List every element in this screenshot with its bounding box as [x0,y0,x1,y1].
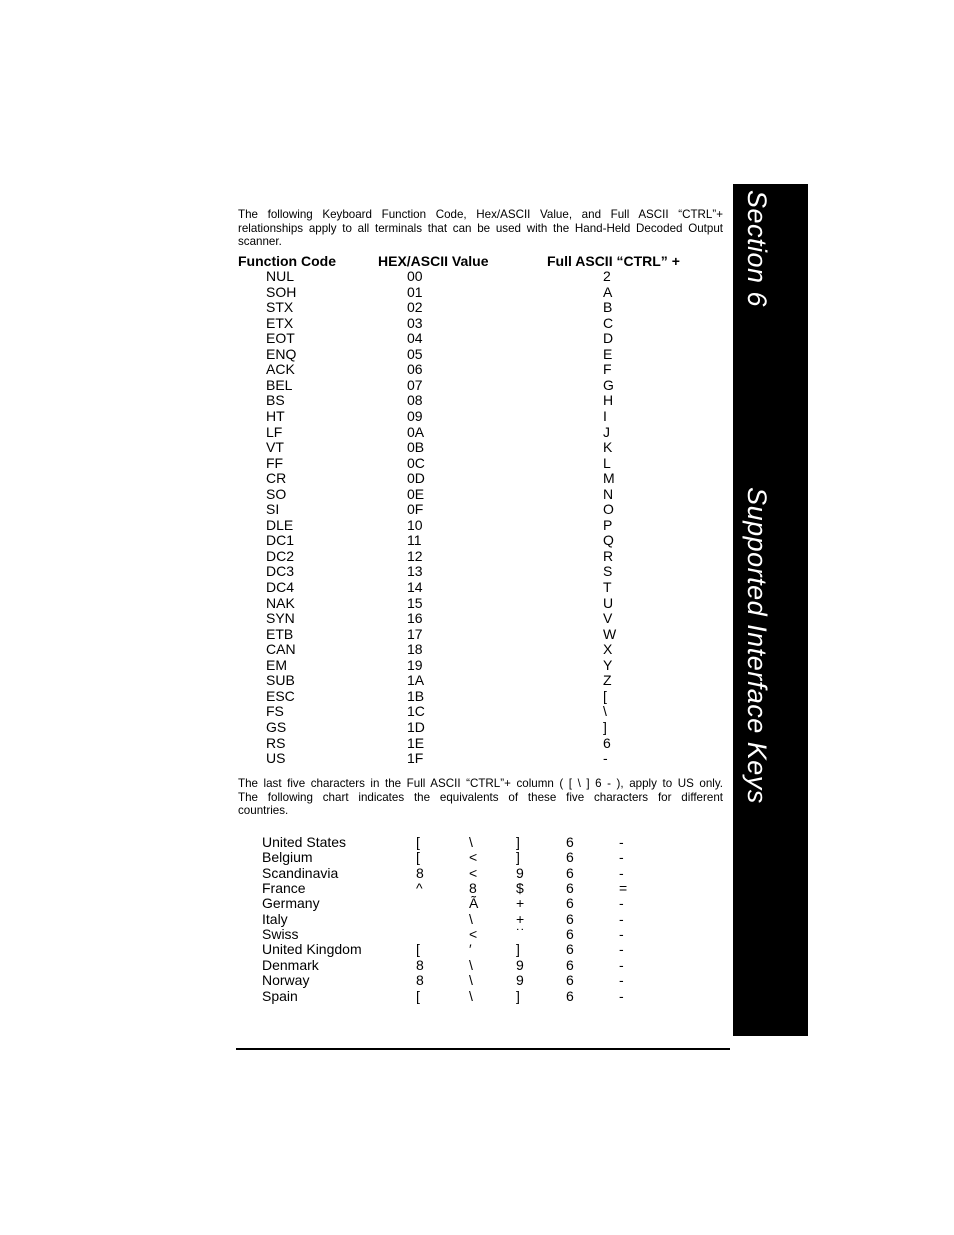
table-row [0,361,730,377]
function-code-cell: ESC [266,687,295,704]
char-dash: - [619,895,624,912]
char-bracket-right: ] [516,834,520,850]
function-code-cell: US [266,750,286,767]
country-name: United States [262,834,347,850]
full-ascii-cell: J [603,423,610,440]
function-code-cell: SOH [266,283,297,300]
country-name: Spain [262,987,298,1004]
char-six: 6 [566,834,574,850]
function-code-cell: STX [266,299,294,316]
table-row [0,299,730,315]
country-name: France [262,880,306,897]
header-full-ascii: Full ASCII “CTRL” + [547,253,680,269]
table-row [0,392,730,408]
country-name: United Kingdom [262,941,362,958]
hex-value-cell: 1E [407,734,425,751]
country-name: Belgium [262,849,313,866]
full-ascii-cell: H [603,392,614,409]
full-ascii-cell: Q [603,532,614,549]
hex-value-cell: 10 [407,516,423,533]
function-code-cell: DLE [266,516,294,533]
char-backslash: \ [469,910,473,927]
full-ascii-cell: U [603,594,614,611]
country-name: Swiss [262,926,299,943]
full-ascii-cell: M [603,470,615,487]
char-backslash: 8 [469,880,477,897]
char-backslash: \ [469,834,473,850]
function-code-cell: ENQ [266,345,297,362]
full-ascii-cell: S [603,563,613,580]
full-ascii-cell: G [603,376,614,393]
table-row [0,470,730,486]
full-ascii-cell: N [603,485,614,502]
char-dash: - [619,864,624,881]
function-code-cell: HT [266,407,285,424]
country-row [0,896,730,911]
hex-value-cell: 1F [407,750,424,767]
char-dash: - [619,926,624,943]
full-ascii-cell: L [603,454,611,471]
hex-value-cell: 0A [407,423,425,440]
hex-value-cell: 0F [407,501,424,518]
char-backslash: < [469,849,478,866]
function-code-cell: SO [266,485,287,502]
function-code-cell: SI [266,501,280,518]
char-dash: - [619,941,624,958]
header-function-code: Function Code [238,253,336,269]
hex-value-cell: 17 [407,625,423,642]
char-bracket-right: 9 [516,956,524,973]
hex-value-cell: 01 [407,283,423,300]
section-sidebar [733,184,808,1036]
country-row [0,866,730,881]
table-row [0,330,730,346]
char-bracket-left: 8 [416,972,424,989]
country-row [0,973,730,988]
char-dash: - [619,956,624,973]
table-row [0,346,730,362]
char-backslash: ′ [469,941,472,958]
table-row [0,424,730,440]
char-backslash: < [469,864,478,881]
char-six: 6 [566,864,574,881]
char-bracket-right: ] [516,987,520,1004]
full-ascii-cell: P [603,516,613,533]
function-code-cell: ETX [266,314,294,331]
full-ascii-cell: C [603,314,614,331]
intro-paragraph [238,208,723,249]
char-bracket-right: ˙˙ [516,926,526,943]
char-six: 6 [566,941,574,958]
char-six: 6 [566,895,574,912]
note-line: The last five characters in the Full ASCII “CTRL”+ column ( [ \ ] 6 - ), apply to US only. [238,777,723,790]
table-row [0,719,730,735]
intro-line: relationships apply to all terminals that can be used with the Hand-Held Decoded Output [238,221,723,235]
char-bracket-right: 9 [516,864,524,881]
function-code-cell: NUL [266,268,295,284]
hex-value-cell: 0B [407,439,425,456]
full-ascii-cell: ] [603,718,607,735]
char-bracket-left: 8 [416,956,424,973]
full-ascii-cell: B [603,299,613,316]
hex-value-cell: 15 [407,594,423,611]
hex-value-cell: 09 [407,407,423,424]
function-code-cell: GS [266,718,287,735]
hex-value-cell: 1A [407,672,425,689]
function-code-cell: SYN [266,610,295,627]
char-bracket-left: ^ [416,880,423,897]
country-name: Scandinavia [262,864,339,881]
hex-value-cell: 12 [407,547,423,564]
char-six: 6 [566,910,574,927]
hex-value-cell: 1D [407,718,425,735]
hex-value-cell: 0C [407,454,425,471]
country-name: Norway [262,972,310,989]
hex-value-cell: 06 [407,361,423,378]
function-code-cell: DC4 [266,579,295,595]
function-code-cell: LF [266,423,283,440]
table-row [0,657,730,673]
table-row [0,284,730,300]
char-six: 6 [566,880,574,897]
hex-value-cell: 04 [407,330,423,347]
full-ascii-cell: W [603,625,617,642]
table-row [0,579,730,595]
table-row [0,455,730,471]
char-six: 6 [566,972,574,989]
full-ascii-cell: T [603,579,612,595]
char-six: 6 [566,926,574,943]
function-code-cell: CAN [266,641,296,658]
char-dash: - [619,972,624,989]
char-dash: = [619,880,628,897]
full-ascii-cell: F [603,361,612,378]
hex-value-cell: 07 [407,376,423,393]
table-row [0,735,730,751]
char-backslash: \ [469,956,473,973]
char-bracket-right: ] [516,941,520,958]
char-bracket-right: + [516,895,525,912]
hex-value-cell: 08 [407,392,423,409]
char-dash: - [619,834,624,850]
char-bracket-left: [ [416,941,420,958]
full-ascii-cell: A [603,283,613,300]
function-code-cell: DC1 [266,532,295,549]
full-ascii-cell: 2 [603,268,611,284]
char-backslash: \ [469,987,473,1004]
table-row [0,641,730,657]
intro-line: The following Keyboard Function Code, Hex/ASCII Value, and Full ASCII “CTRL”+ [238,208,723,221]
char-bracket-right: $ [516,880,524,897]
function-code-cell: ETB [266,625,294,642]
char-backslash: \ [469,972,473,989]
function-code-cell: RS [266,734,286,751]
note-line: countries. [238,804,289,818]
full-ascii-cell: [ [603,687,607,704]
section-title: Supported Interface Keys [742,487,772,804]
country-row [0,942,730,957]
table-row [0,486,730,502]
char-bracket-left: 8 [416,864,424,881]
hex-value-cell: 0D [407,470,425,487]
table-row [0,595,730,611]
char-dash: - [619,849,624,866]
char-six: 6 [566,849,574,866]
table-row [0,268,730,284]
full-ascii-cell: D [603,330,614,347]
char-bracket-right: ] [516,849,520,866]
hex-value-cell: 1B [407,687,425,704]
hex-value-cell: 13 [407,563,423,580]
char-backslash: Ã [469,895,479,912]
section-number: Section 6 [742,190,772,308]
full-ascii-cell: X [603,641,613,658]
function-code-cell: EM [266,656,287,673]
char-bracket-right: + [516,910,525,927]
full-ascii-cell: E [603,345,613,362]
full-ascii-cell: K [603,439,613,456]
function-code-cell: BEL [266,376,293,393]
full-ascii-cell: Y [603,656,613,673]
function-code-cell: BS [266,392,285,409]
hex-value-cell: 11 [407,532,422,549]
hex-value-cell: 1C [407,703,425,720]
table-row [0,501,730,517]
function-code-cell: FF [266,454,284,471]
char-bracket-left: [ [416,834,420,850]
char-six: 6 [566,987,574,1004]
full-ascii-cell: O [603,501,614,518]
table-row [0,532,730,548]
table-row [0,439,730,455]
function-code-cell: CR [266,470,287,487]
hex-value-cell: 14 [407,579,423,595]
char-bracket-left: [ [416,849,420,866]
country-row [0,881,730,896]
full-ascii-cell: \ [603,703,607,720]
hex-value-cell: 16 [407,610,423,627]
function-code-cell: EOT [266,330,295,347]
full-ascii-cell: I [603,407,607,424]
country-row [0,927,730,942]
hex-value-cell: 19 [407,656,423,673]
header-hex-ascii: HEX/ASCII Value [378,253,489,269]
country-row [0,835,730,850]
function-code-cell: NAK [266,594,295,611]
function-code-cell: VT [266,439,284,456]
table-row [0,377,730,393]
hex-value-cell: 03 [407,314,423,331]
intro-line: scanner. [238,235,282,249]
char-six: 6 [566,956,574,973]
table-row [0,563,730,579]
full-ascii-cell: - [603,750,608,767]
sidebar-heading [741,190,772,804]
function-code-cell: DC3 [266,563,295,580]
char-bracket-left: [ [416,987,420,1004]
full-ascii-cell: 6 [603,734,611,751]
char-dash: - [619,987,624,1004]
full-ascii-cell: V [603,610,613,627]
note-line: The following chart indicates the equivalents of these five characters for different [238,790,723,804]
table-row [0,688,730,704]
char-dash: - [619,910,624,927]
country-name: Germany [262,895,320,912]
function-code-cell: DC2 [266,547,295,564]
hex-value-cell: 0E [407,485,425,502]
hex-value-cell: 18 [407,641,423,658]
table-row [0,315,730,331]
table-row [0,408,730,424]
table-row [0,750,730,766]
function-code-cell: ACK [266,361,295,378]
function-code-cell: SUB [266,672,295,689]
country-name: Denmark [262,956,319,973]
country-row [0,958,730,973]
hex-value-cell: 00 [407,268,423,284]
table-row [0,672,730,688]
char-backslash: < [469,926,478,943]
country-row [0,850,730,865]
table-row [0,610,730,626]
hex-value-cell: 05 [407,345,423,362]
function-code-cell: FS [266,703,284,720]
country-row [0,912,730,927]
country-row [0,989,730,1004]
country-note [238,777,723,818]
table-row [0,703,730,719]
table-row [0,626,730,642]
footer-rule [236,1048,730,1050]
full-ascii-cell: R [603,547,614,564]
table-row [0,517,730,533]
country-name: Italy [262,910,288,927]
table-row [0,548,730,564]
full-ascii-cell: Z [603,672,612,689]
hex-value-cell: 02 [407,299,423,316]
char-bracket-right: 9 [516,972,524,989]
